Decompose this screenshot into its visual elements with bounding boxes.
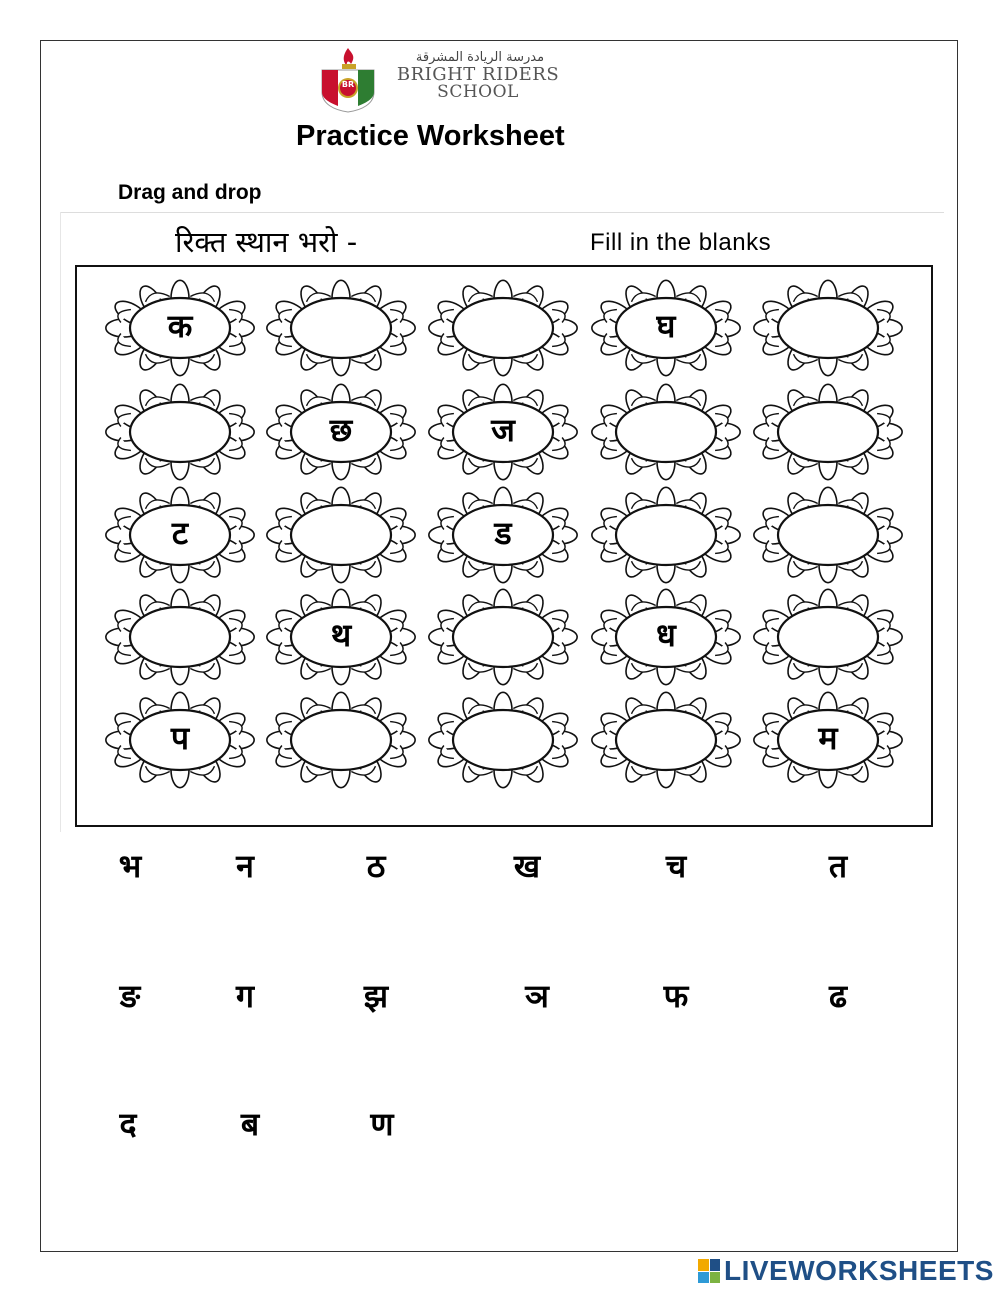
logo-initials: BR bbox=[341, 80, 355, 89]
flower-center bbox=[291, 710, 391, 770]
flower-center bbox=[453, 607, 553, 667]
given-letter: म bbox=[818, 719, 838, 757]
flower-cell-r0-c4[interactable] bbox=[754, 280, 902, 375]
flower-cell-r4-c1[interactable] bbox=[267, 692, 415, 787]
flower-cell-r2-c3[interactable] bbox=[592, 487, 740, 582]
flower-center bbox=[453, 298, 553, 358]
draggable-letter[interactable]: त bbox=[828, 847, 848, 885]
given-letter: ट bbox=[171, 514, 189, 552]
flower-cell-r3-c0[interactable] bbox=[106, 589, 254, 684]
flower-cell-r0-c1[interactable] bbox=[267, 280, 415, 375]
draggable-letter[interactable]: फ bbox=[663, 977, 689, 1015]
flower-center bbox=[130, 402, 230, 462]
draggable-letter[interactable]: ब bbox=[240, 1105, 260, 1143]
draggable-letter[interactable]: च bbox=[665, 847, 687, 885]
flower-cell-r3-c2[interactable] bbox=[429, 589, 577, 684]
flower-center bbox=[778, 607, 878, 667]
given-letter: छ bbox=[329, 411, 353, 449]
flower-cell-r4-c3[interactable] bbox=[592, 692, 740, 787]
worksheet-title: Practice Worksheet bbox=[296, 120, 565, 152]
flower-cell-r1-c0[interactable] bbox=[106, 384, 254, 479]
heading-english: Fill in the blanks bbox=[590, 229, 772, 256]
heading-hindi: रिक्त स्थान भरो - bbox=[175, 225, 358, 259]
flower-cell-r0-c2[interactable] bbox=[429, 280, 577, 375]
flower-center bbox=[616, 402, 716, 462]
liveworksheets-brand bbox=[698, 1256, 994, 1286]
liveworksheets-icon bbox=[698, 1259, 720, 1283]
given-letter: घ bbox=[656, 307, 676, 345]
school-name-line1: BRIGHT RIDERS bbox=[396, 64, 560, 85]
flower-center bbox=[130, 607, 230, 667]
draggable-letter[interactable]: ग bbox=[235, 977, 255, 1015]
instruction-text: Drag and drop bbox=[118, 181, 262, 204]
flower-cell-r3-c4[interactable] bbox=[754, 589, 902, 684]
draggable-letter[interactable]: ढ bbox=[828, 977, 848, 1015]
flower-center bbox=[778, 402, 878, 462]
given-letter: थ bbox=[330, 616, 352, 654]
school-name-line2: SCHOOL bbox=[437, 82, 519, 102]
draggable-letter[interactable]: न bbox=[236, 847, 254, 885]
draggable-letter[interactable]: ञ bbox=[525, 977, 549, 1015]
flower-center bbox=[778, 298, 878, 358]
draggable-letter[interactable]: झ bbox=[363, 977, 389, 1015]
given-letter: क bbox=[167, 307, 193, 345]
flower-center bbox=[453, 710, 553, 770]
flower-cell-r2-c4[interactable] bbox=[754, 487, 902, 582]
flower-center bbox=[291, 505, 391, 565]
draggable-letter[interactable]: ण bbox=[370, 1105, 394, 1143]
given-letter: ध bbox=[656, 616, 676, 654]
flower-cell-r4-c2[interactable] bbox=[429, 692, 577, 787]
draggable-letter[interactable]: द bbox=[119, 1105, 137, 1143]
draggable-letter[interactable]: ठ bbox=[366, 847, 386, 885]
given-letter: प bbox=[170, 719, 190, 757]
school-name-arabic: مدرسة الريادة المشرقة bbox=[415, 50, 545, 65]
flower-center bbox=[616, 710, 716, 770]
brand-text: LIVEWORKSHEETS bbox=[724, 1255, 994, 1286]
flower-center bbox=[291, 298, 391, 358]
flower-cell-r1-c4[interactable] bbox=[754, 384, 902, 479]
draggable-letter[interactable]: ख bbox=[513, 847, 541, 885]
given-letter: ज bbox=[491, 411, 515, 449]
flower-center bbox=[778, 505, 878, 565]
flower-cell-r2-c1[interactable] bbox=[267, 487, 415, 582]
flower-center bbox=[616, 505, 716, 565]
draggable-letter[interactable]: ङ bbox=[119, 977, 141, 1015]
given-letter: ड bbox=[494, 514, 512, 552]
draggable-letter[interactable]: भ bbox=[118, 847, 142, 885]
flower-cell-r1-c3[interactable] bbox=[592, 384, 740, 479]
